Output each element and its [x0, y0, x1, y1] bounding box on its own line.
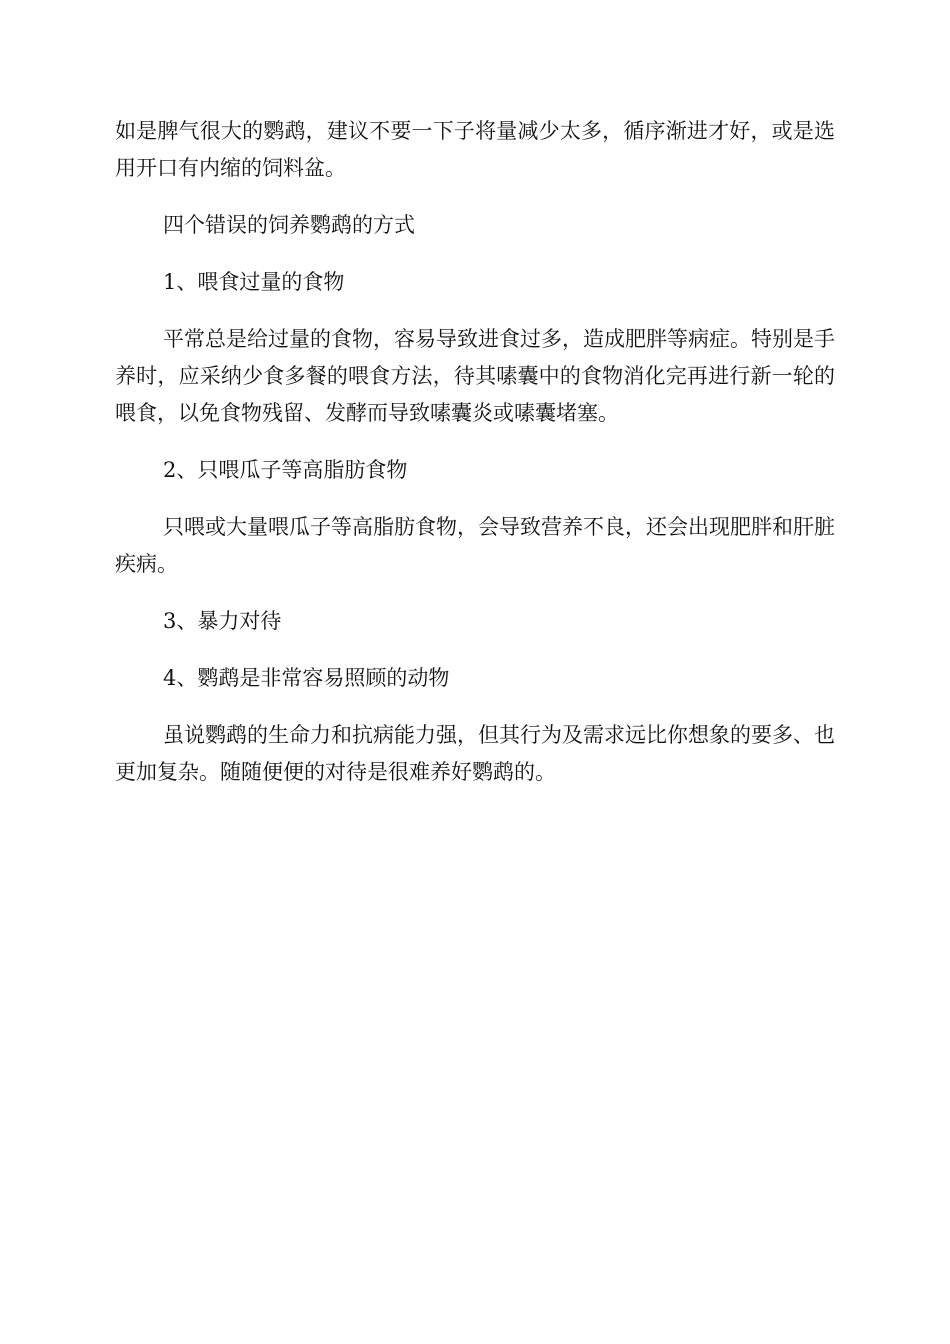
- subheading-2: 2、只喂瓜子等高脂肪食物: [163, 458, 408, 482]
- paragraph-4: 虽说鹦鹉的生命力和抗病能力强，但其行为及需求远比你想象的要多、也更加复杂。随随便便的对待是很难养好鹦鹉的。: [115, 723, 835, 784]
- document-body: [115, 113, 835, 811]
- paragraph-2: 只喂或大量喂瓜子等高脂肪食物，会导致营养不良，还会出现肥胖和肝脏疾病。: [115, 515, 835, 576]
- paragraph-continuation: 如是脾气很大的鹦鹉，建议不要一下子将量减少太多，循序渐进才好，或是选用开口有内缩的饲料盆。: [115, 119, 835, 180]
- subheading-1: 1、喂食过量的食物: [163, 270, 345, 294]
- paragraph-1: 平常总是给过量的食物，容易导致进食过多，造成肥胖等病症。特别是手养时，应采纳少食多餐的喂食方法，待其嗉囊中的食物消化完再进行新一轮的喂食，以免食物残留、发酵而导致嗉囊炎或嗉囊堵塞。: [115, 327, 835, 425]
- section-title: 四个错误的饲养鹦鹉的方式: [163, 213, 415, 237]
- subheading-4: 4、鹦鹉是非常容易照顾的动物: [163, 666, 450, 690]
- subheading-3: 3、暴力对待: [163, 609, 282, 633]
